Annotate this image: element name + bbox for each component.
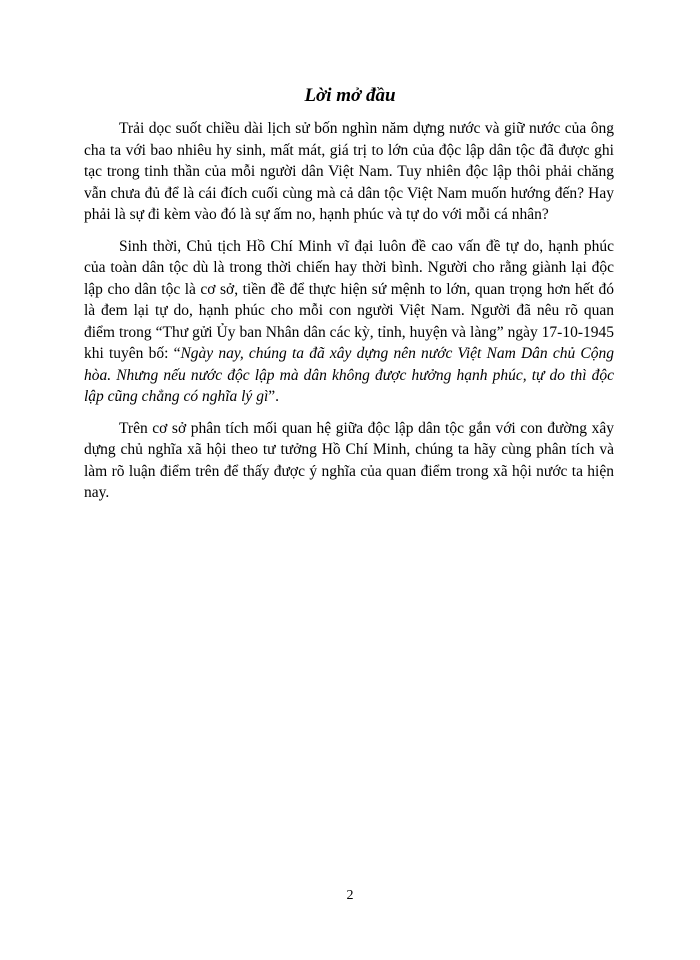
page-number: 2 [346, 888, 354, 903]
paragraph-1 [84, 118, 614, 226]
paragraph-2-text: Sinh thời, Chủ tịch Hồ Chí Minh vĩ đại luôn đề cao vấn đề tự do, hạnh phúc của toàn dân tộc dù là trong thời chiến hay thời bình. Người cho rằng giành lại độc lập cho dân tộc là cơ sở, tiền đề để thực hiện sứ mệnh to lớn, quan trọng hơn hết đó là đem lại tự do, hạnh phúc cho mỗi con người Việt Nam. Người đã nêu rõ quan điểm trong “Thư gửi Ủy ban Nhân dân các kỳ, tỉnh, huyện và làng” ngày 17-10-1945 khi tuyên bố: “ [84, 237, 614, 362]
page-title: Lời mở đầu [304, 85, 396, 106]
paragraph-3 [84, 418, 614, 504]
paragraph-2-closing: ”. [268, 388, 280, 405]
paragraph-1-text: Trải dọc suốt chiều dài lịch sử bốn nghìn năm dựng nước và giữ nước của ông cha ta với bao nhiêu hy sinh, mất mát, giá trị to lớn của độc lập dân tộc đã được ghi tạc trong tinh thần của mỗi người dân Việt Nam. Tuy nhiên độc lập thôi phải chăng vẫn chưa đủ để là cái đích cuối cùng mà cả dân tộc Việt Nam muốn hướng đến? Hay phải là sự đi kèm vào đó là sự ấm no, hạnh phúc và tự do với mỗi cá nhân? [84, 120, 614, 223]
paragraph-3-text: Trên cơ sở phân tích mối quan hệ giữa độc lập dân tộc gắn với con đường xây dựng chủ nghĩa xã hội theo tư tưởng Hồ Chí Minh, chúng ta hãy cùng phân tích và làm rõ luận điểm trên để thấy được ý nghĩa của quan điểm trong xã hội nước ta hiện nay. [84, 419, 614, 501]
body-text [84, 118, 614, 514]
paragraph-2 [84, 236, 614, 408]
quote-text: Ngày nay, chúng ta đã xây dựng nên nước Việt Nam Dân chủ Cộng hòa. Nhưng nếu nước độc lập mà dân không được hưởng hạnh phúc, tự do thì độc lập cũng chẳng có nghĩa lý gì [84, 345, 614, 405]
